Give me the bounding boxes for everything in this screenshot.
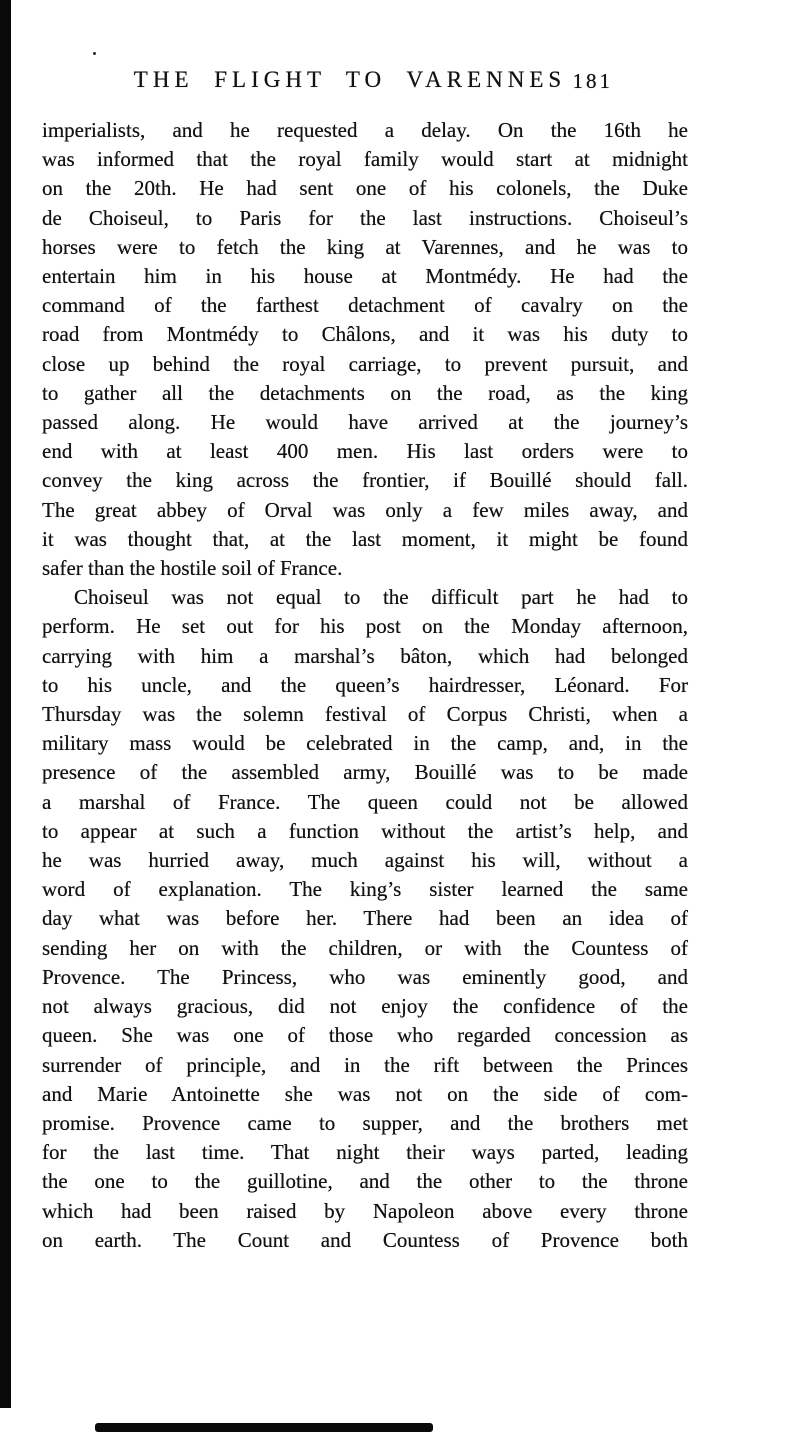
text-line: presence of the assembled army, Bouillé was to be made bbox=[42, 760, 688, 785]
text-line: road from Montmédy to Châlons, and it was his duty to bbox=[42, 322, 688, 347]
text-line: imperialists, and he requested a delay. On the 16th he bbox=[42, 118, 688, 142]
text-line: Provence. The Princess, who was eminently good, and bbox=[42, 964, 688, 989]
text-line: entertain him in his house at Montmédy. He had the bbox=[42, 264, 688, 289]
text-line: Choiseul was not equal to the difficult part he had to bbox=[74, 585, 688, 610]
text-line: word of explanation. The king’s sister learned the same bbox=[42, 877, 688, 902]
text-line: horses were to fetch the king at Varennes, and he was to bbox=[42, 234, 688, 259]
text-line: a marshal of France. The queen could not be allowed bbox=[42, 789, 688, 814]
text-line: which had been raised by Napoleon above every throne bbox=[42, 1198, 688, 1223]
text-line: military mass would be celebrated in the camp, and, in the bbox=[42, 731, 688, 756]
text-line: not always gracious, did not enjoy the confidence of the bbox=[42, 994, 688, 1019]
text-line: sending her on with the children, or with the Countess of bbox=[42, 935, 688, 960]
text-line: the one to the guillotine, and the other to the throne bbox=[42, 1169, 688, 1194]
text-line: on earth. The Count and Countess of Provence both bbox=[42, 1227, 688, 1252]
text-line: The great abbey of Orval was only a few miles away, and bbox=[42, 497, 688, 522]
text-line: promise. Provence came to supper, and the brothers met bbox=[42, 1110, 688, 1135]
text-line: Thursday was the solemn festival of Corpus Christi, when a bbox=[42, 702, 688, 727]
scan-edge-shadow bbox=[95, 1423, 433, 1432]
scan-speck bbox=[93, 52, 96, 55]
scan-gutter-shadow bbox=[0, 0, 11, 1408]
text-line: end with at least 400 men. His last orders were to bbox=[42, 439, 688, 464]
text-line: queen. She was one of those who regarded concession as bbox=[42, 1023, 688, 1048]
text-line: to his uncle, and the queen’s hairdresser, Léonard. For bbox=[42, 672, 688, 697]
text-line: de Choiseul, to Paris for the last instructions. Choiseul’s bbox=[42, 205, 688, 230]
running-title: THE FLIGHT TO VARENNES bbox=[133, 67, 567, 92]
text-line: was informed that the royal family would start at midnight bbox=[42, 147, 688, 172]
paragraph bbox=[42, 116, 688, 583]
text-line: command of the farthest detachment of cavalry on the bbox=[42, 293, 688, 318]
text-line: close up behind the royal carriage, to prevent pursuit, and bbox=[42, 351, 688, 376]
text-line: safer than the hostile soil of France. bbox=[42, 556, 343, 581]
text-line: he was hurried away, much against his will, without a bbox=[42, 848, 688, 873]
paragraph bbox=[42, 583, 688, 1255]
text-line: for the last time. That night their ways parted, leading bbox=[42, 1140, 688, 1165]
text-block bbox=[42, 116, 688, 1255]
text-line: perform. He set out for his post on the Monday afternoon, bbox=[42, 614, 688, 639]
text-line: it was thought that, at the last moment, it might be found bbox=[42, 526, 688, 551]
text-line: surrender of principle, and in the rift between the Princes bbox=[42, 1052, 688, 1077]
text-line: convey the king across the frontier, if Bouillé should fall. bbox=[42, 468, 688, 493]
text-line: and Marie Antoinette she was not on the side of com- bbox=[42, 1081, 688, 1106]
text-line: to appear at such a function without the artist’s help, and bbox=[42, 818, 688, 843]
text-line: passed along. He would have arrived at the journey’s bbox=[42, 410, 688, 435]
text-line: carrying with him a marshal’s bâton, which had belonged bbox=[42, 643, 688, 668]
page-number: 181 bbox=[572, 69, 613, 93]
text-line: on the 20th. He had sent one of his colonels, the Duke bbox=[42, 176, 688, 201]
text-line: to gather all the detachments on the road, as the king bbox=[42, 380, 688, 405]
text-line: day what was before her. There had been an idea of bbox=[42, 906, 688, 931]
